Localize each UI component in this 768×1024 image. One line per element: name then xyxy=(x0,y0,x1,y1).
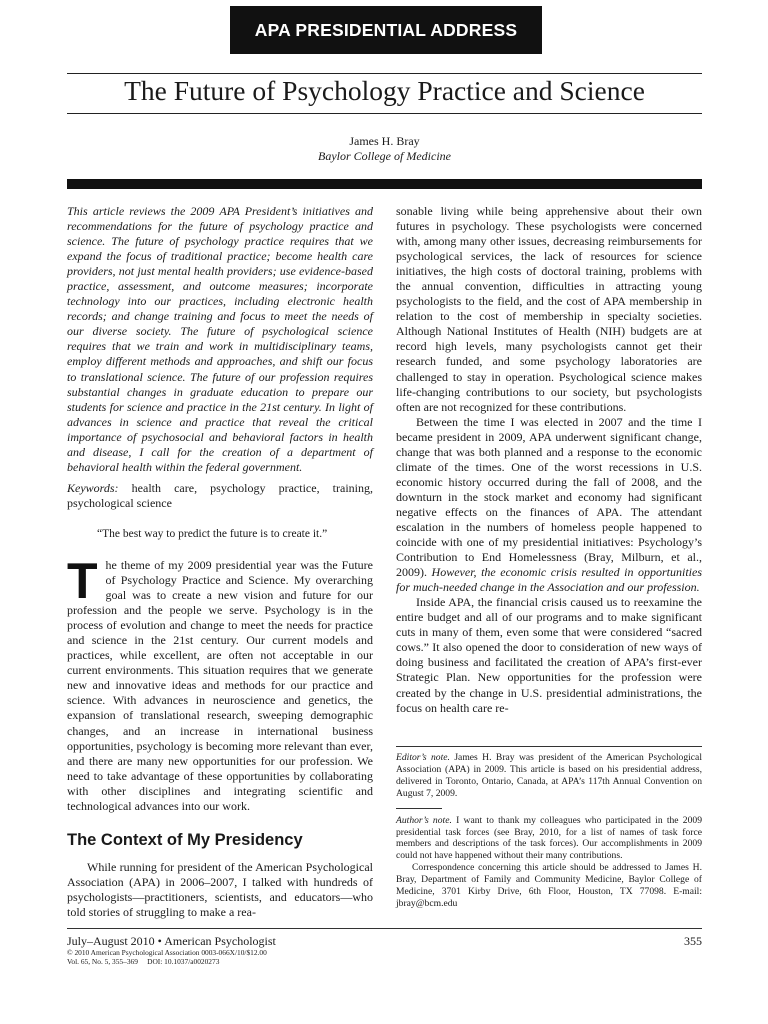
intro-text: he theme of my 2009 presidential year was the Future of Psychology Practice and Science. My overarching goal was to create a new vision and future for our profession and the people we serve. Psychology is in the process of evolution and change to meet the needs for practice and science in the 21st century. Our current models and practices, while excellent, are often not acceptable in our current environments. This situation requires that we generate new and innovative ideas and methods for our practice and science. With advances in neuroscience and genetics, the expansion of translational research, sweeping demographic changes, and an increase in international business opportunities, psychology is becoming more relevant than ever, and there are many new opportunities for our profession. We need to take advantage of these opportunities by collaborating with other disciplines and integrating scientific and technological advances into our work. xyxy=(67,557,373,813)
right-column xyxy=(396,204,702,716)
left-column xyxy=(67,204,373,920)
right-paragraph-2-italic: However, the economic crisis resulted in opportunities for much-needed change in the Association and our profession. xyxy=(396,565,702,595)
keywords xyxy=(67,481,373,511)
abstract: This article reviews the 2009 APA President’s initiatives and recommendations for the future of psychology practice and science. The future of psychology practice requires that we expand the focus of traditional practice; become health care providers, not just mental health providers; use evidence-based practice, assessment, and outcome measures; incorporate technology into our practices, including electronic health records; and change training and focus to meet the needs of our diverse society. The future of psychological science requires that we train and work in multidisciplinary teams, employ different methods and approaches, and shift our focus to translational science. The future of our profession requires substantial changes in graduate education to prepare our students for science and practice in the 21st century. In light of advances in science and practice that reveal the critical importance of psychosocial and behavioral factors in health and disease, I call for the creation of a department of behavioral health within the federal government. xyxy=(67,204,373,474)
keywords-label: Keywords: xyxy=(67,480,119,495)
correspondence-note: Correspondence concerning this article should be addressed to James H. Bray, Department of Family and Community Medicine, Baylor College of Medicine, 3701 Kirby Drive, 6th Floor, Houston, TX 77098. E-mail: jbray@bcm.edu xyxy=(396,862,702,909)
author-note-label: Author’s note. xyxy=(396,814,452,826)
author-affiliation: Baylor College of Medicine xyxy=(318,149,451,163)
editor-note-label: Editor’s note. xyxy=(396,752,450,763)
title-bottom-rule xyxy=(67,113,702,114)
intro-paragraph xyxy=(67,552,373,814)
notes-rule xyxy=(396,746,702,747)
right-paragraph-3: Inside APA, the financial crisis caused us to reexamine the entire budget and all of our programs and to make significant cuts in many of them, even some that were considered “sacred cows.” It also opened the door to consideration of new ways of doing business and facilitated the creation of APA’s first-ever Strategic Plan. New opportunities for the profession were created by the change in U.S. presidential administrations, the focus on health care re- xyxy=(396,595,702,715)
editor-note-text: James H. Bray was president of the American Psychological Association (APA) in 2009. This article is based on his presidential address, delivered in Toronto, Ontario, Canada, at APA’s 117th Annual Convention on August 7, 2009. xyxy=(396,752,702,799)
right-paragraph-1: sonable living while being apprehensive about their own futures in psychology. These psychologists were concerned with, among many other issues, decreasing reimbursements for psychological services, the lack of resources for science initiatives, the high costs of doctoral training, problems with the annual convention, difficulties in attracting young psychologists to the field, and the cost of APA membership in relation to the cost of membership in specialty societies. Although National Institutes of Health (NIH) budgets are at record high levels, many psychologists cannot get their research funded, and some psychology laboratories are challenged to stay in operation. Psychological science makes life-changing contributions to our society, but psychologists often are not recognized for these contributions. xyxy=(396,204,702,414)
header-divider-bar xyxy=(67,179,702,189)
section-paragraph: While running for president of the American Psychological Association (APA) in 2006–2007, I talked with hundreds of psychologists—practitioners, scientists, and educators—who told stories of struggling to make a rea- xyxy=(67,859,373,919)
article-title: The Future of Psychology Practice and Science xyxy=(124,75,645,106)
footer-metadata xyxy=(67,948,267,966)
section-heading: The Context of My Presidency xyxy=(67,830,303,849)
banner-label: APA PRESIDENTIAL ADDRESS xyxy=(254,19,518,40)
right-paragraph-2-text: Between the time I was elected in 2007 and the time I became president in 2009, APA underwent significant change, change that was both planned and a response to the economic climate of the times. One of the worst recessions in U.S. economic history occurred during the fall of 2008, and the downturn in the stock market and economy had significant negative effects on the finances of APA. The attendant escalation in the numbers of homeless people happened to coincide with one of my presidential initiatives: Psychology’s Contribution to End Homelessness (Bray, Milburn, et al., 2009). xyxy=(396,414,702,580)
right-paragraph-2 xyxy=(396,415,702,596)
footnotes xyxy=(396,746,702,910)
drop-cap: T xyxy=(67,552,98,609)
presidential-address-banner xyxy=(230,6,542,54)
volume-doi-line: Vol. 65, No. 5, 355–369 DOI: 10.1037/a0020273 xyxy=(67,957,220,966)
journal-issue: July–August 2010 • American Psychologist xyxy=(67,934,276,948)
editor-note xyxy=(396,752,702,800)
keywords-text: health care, psychology practice, training, psychological science xyxy=(67,480,373,510)
page-number: 355 xyxy=(684,934,702,948)
author-name: James H. Bray xyxy=(349,134,420,148)
epigraph: “The best way to predict the future is to create it.” xyxy=(97,527,328,540)
footer-rule xyxy=(67,928,702,929)
author-note xyxy=(396,815,702,863)
author-note-text: I want to thank my colleagues who participated in the 2009 presidential task forces (see Bray, 2010, for a list of names of task force members and descriptions of the task forces). Our accomplishments in 2009 could not have happened without their many contributions. xyxy=(396,814,702,862)
notes-short-rule xyxy=(396,808,442,809)
copyright-line: © 2010 American Psychological Association 0003-066X/10/$12.00 xyxy=(67,948,267,957)
